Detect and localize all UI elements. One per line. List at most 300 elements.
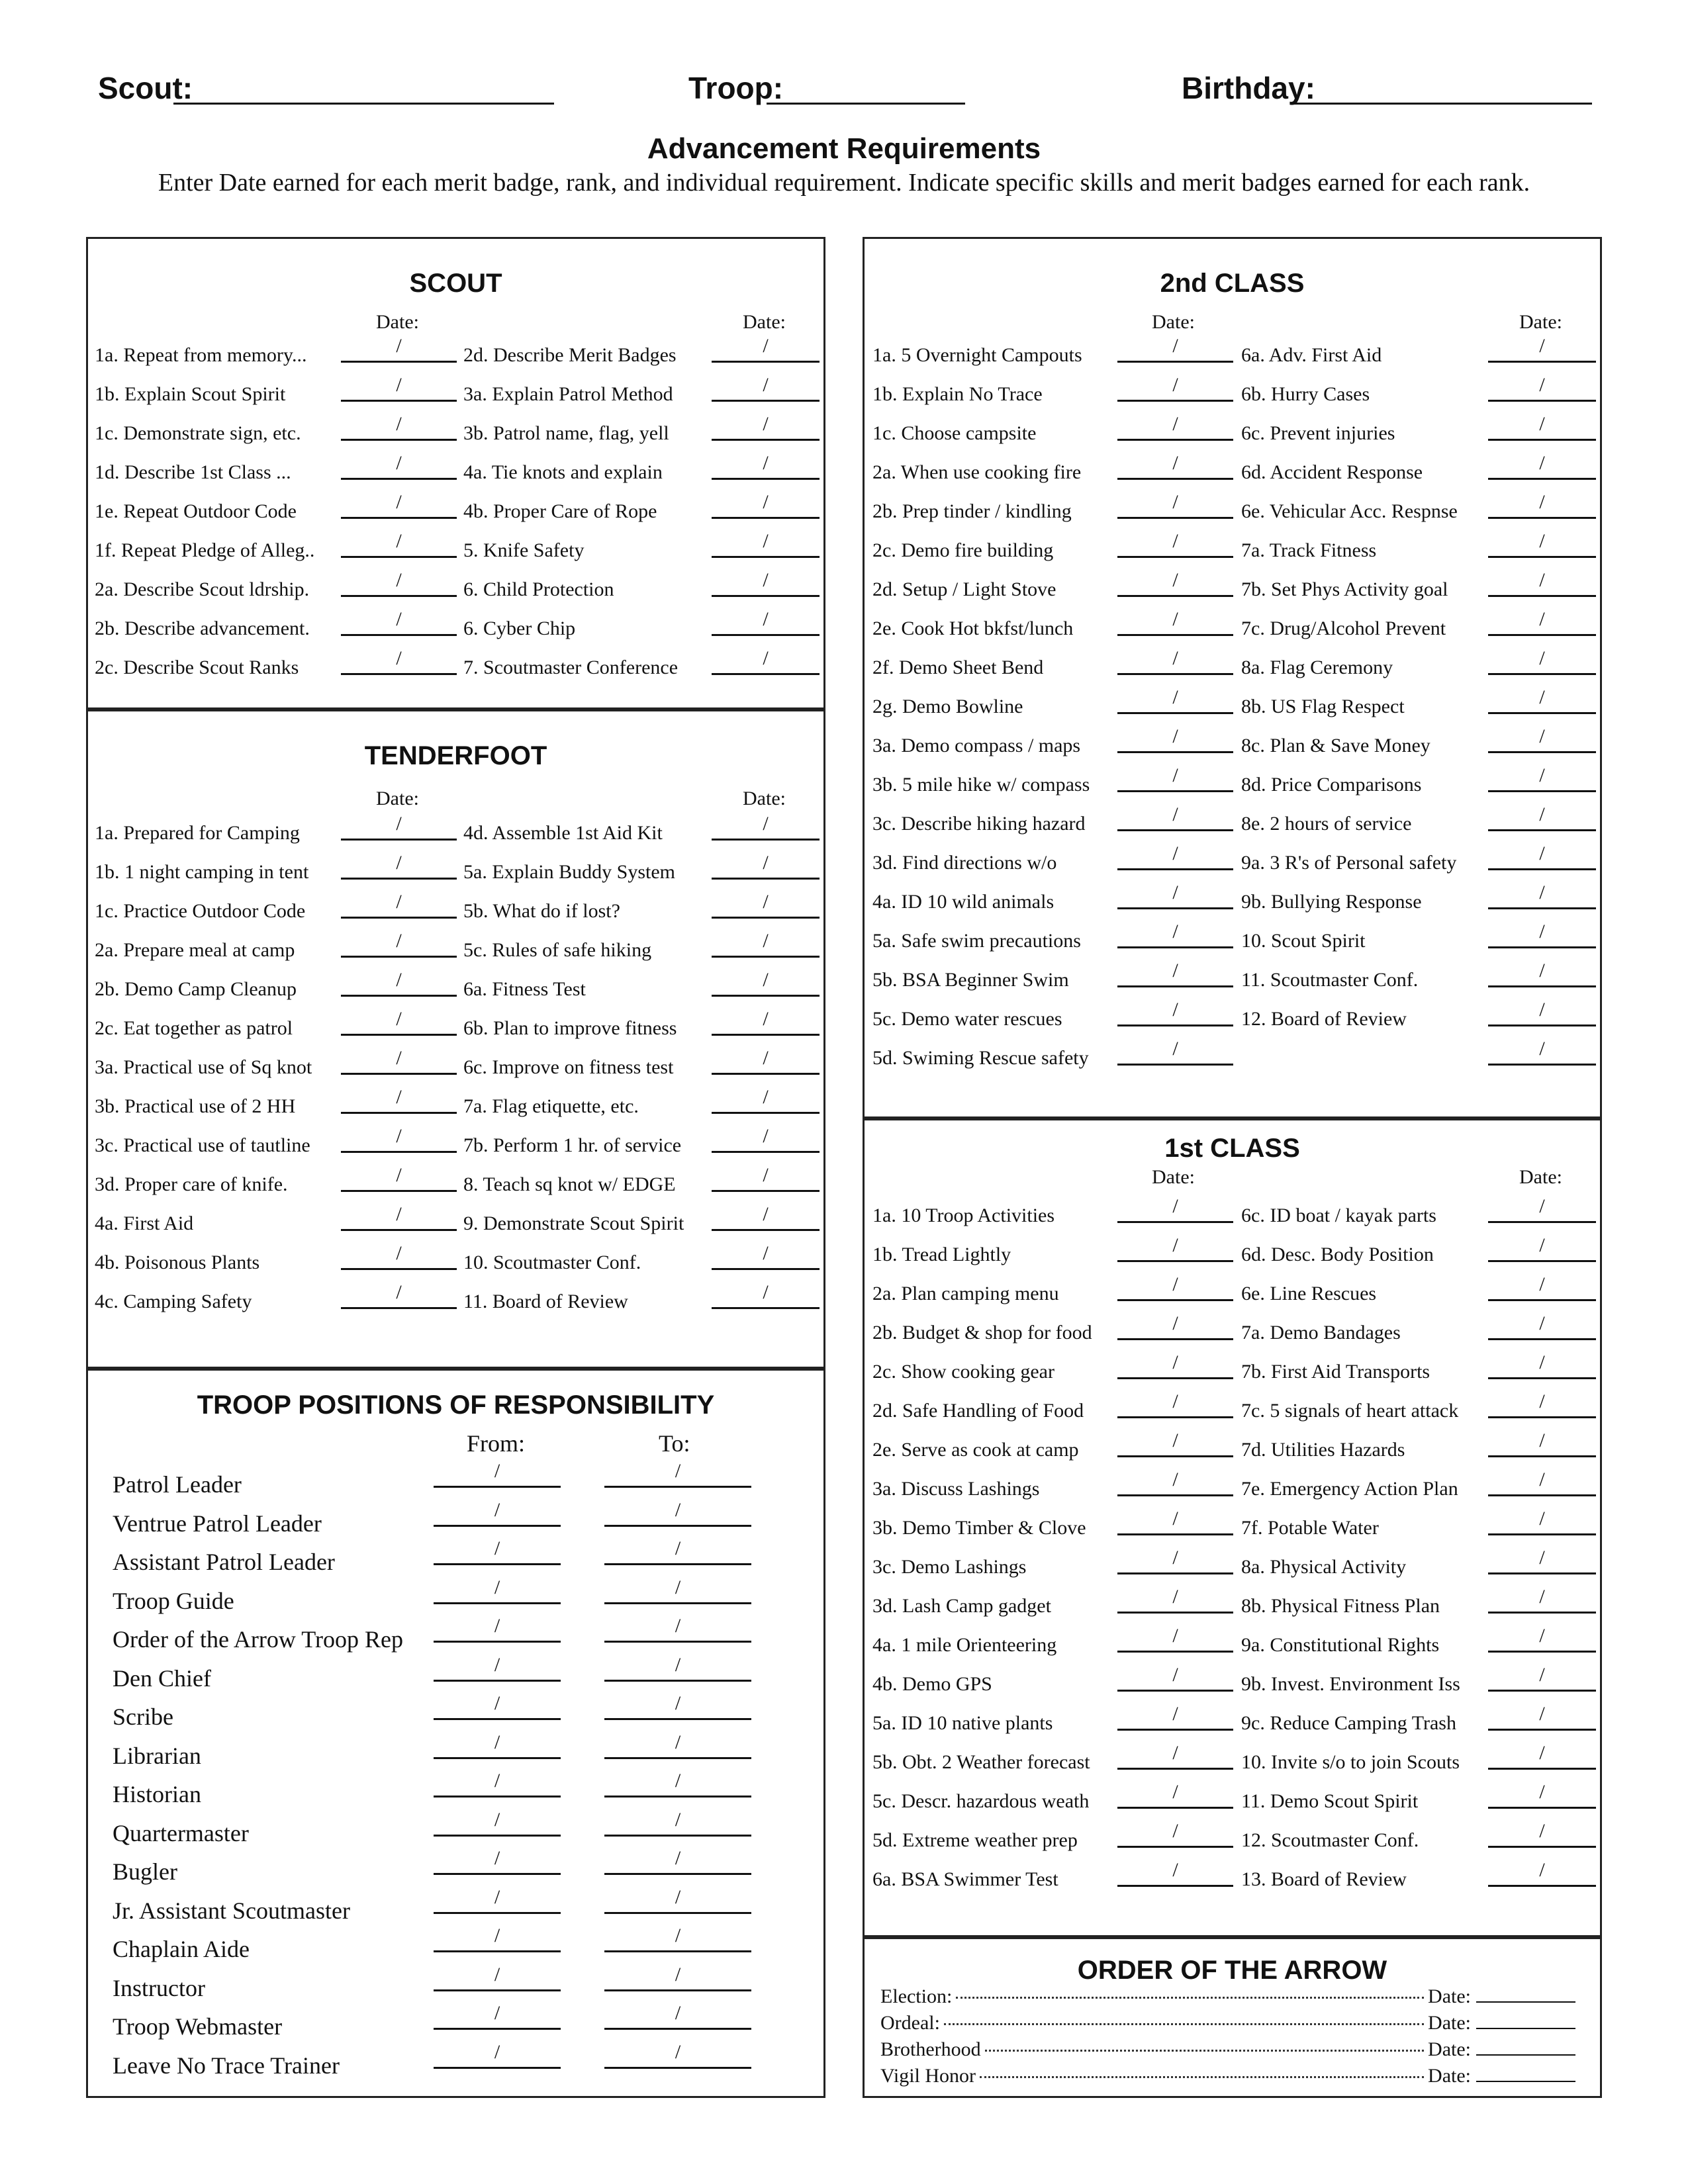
date-entry-field[interactable]: / — [712, 1048, 820, 1075]
oa-date-label: Date: — [1428, 2012, 1471, 2034]
date-entry-field[interactable]: / — [1117, 1314, 1233, 1340]
requirement-label: 7a. Flag etiquette, etc. — [463, 1095, 639, 1117]
requirement-label: 10. Invite s/o to join Scouts — [1241, 1751, 1460, 1773]
date-entry-field[interactable]: / — [1488, 1353, 1596, 1379]
date-entry-field[interactable]: / — [1117, 766, 1233, 792]
requirement-label: 1b. Explain No Trace — [872, 383, 1043, 405]
dot-leader — [956, 1997, 1424, 1999]
date-entry-field[interactable]: / — [712, 531, 820, 558]
date-entry-field[interactable]: / — [341, 375, 457, 402]
oa-row-vigil-honor — [880, 2064, 1575, 2087]
date-entry-field[interactable]: / — [1488, 1197, 1596, 1223]
date-entry-field[interactable]: / — [1117, 570, 1233, 597]
from-date-field[interactable]: / — [434, 1888, 561, 1914]
requirement-label: 5a. Safe swim precautions — [872, 930, 1081, 952]
date-entry-field[interactable]: / — [712, 1205, 820, 1231]
dot-leader — [944, 2023, 1424, 2025]
requirement-label: 7d. Utilities Hazards — [1241, 1439, 1405, 1461]
requirement-label: 1b. Tread Lightly — [872, 1244, 1011, 1265]
date-entry-field[interactable]: / — [712, 1165, 820, 1192]
requirement-label: 8e. 2 hours of service — [1241, 813, 1412, 835]
to-date-field[interactable]: / — [604, 1655, 751, 1682]
requirement-label: 9c. Reduce Camping Trash — [1241, 1712, 1456, 1734]
requirement-label: 2c. Demo fire building — [872, 539, 1054, 561]
date-entry-field[interactable]: / — [712, 814, 820, 841]
date-entry-field[interactable]: / — [1488, 414, 1596, 441]
date-entry-field[interactable]: / — [341, 853, 457, 880]
position-label: Den Chief — [113, 1664, 211, 1692]
date-entry-field[interactable]: / — [712, 375, 820, 402]
date-entry-field[interactable]: / — [1488, 688, 1596, 714]
date-entry-field[interactable]: / — [1488, 453, 1596, 480]
requirement-label: 6b. Hurry Cases — [1241, 383, 1370, 405]
date-entry-field[interactable]: / — [712, 610, 820, 636]
oa-date-field[interactable] — [1476, 2064, 1575, 2082]
requirement-label: 11. Scoutmaster Conf. — [1241, 969, 1419, 991]
to-date-field[interactable]: / — [604, 1733, 751, 1759]
position-label: Troop Webmaster — [113, 2013, 283, 2040]
date-entry-field[interactable]: / — [1117, 844, 1233, 870]
requirement-label: 5c. Descr. hazardous weath — [872, 1790, 1090, 1812]
to-date-field[interactable]: / — [604, 2003, 751, 2030]
requirement-label: 3d. Lash Camp gadget — [872, 1595, 1051, 1617]
oa-row-ordeal — [880, 2011, 1575, 2034]
requirement-label: 4b. Poisonous Plants — [95, 1251, 260, 1273]
position-label: Ventrue Patrol Leader — [113, 1510, 322, 1537]
from-date-field[interactable]: / — [434, 2042, 561, 2069]
date-entry-field[interactable]: / — [341, 610, 457, 636]
date-entry-field[interactable]: / — [1488, 1431, 1596, 1457]
date-entry-field[interactable]: / — [712, 853, 820, 880]
requirement-label: 1f. Repeat Pledge of Alleg.. — [95, 539, 315, 561]
date-entry-field[interactable]: / — [341, 492, 457, 519]
requirement-label: 7b. Perform 1 hr. of service — [463, 1134, 682, 1156]
date-entry-field[interactable]: / — [1117, 1743, 1233, 1770]
date-entry-field[interactable]: / — [1488, 1821, 1596, 1848]
to-date-field[interactable]: / — [604, 1810, 751, 1837]
requirement-label: 6d. Desc. Body Position — [1241, 1244, 1434, 1265]
requirement-label: 5d. Extreme weather prep — [872, 1829, 1078, 1851]
date-entry-field[interactable]: / — [1488, 570, 1596, 597]
requirement-label: 1b. Explain Scout Spirit — [95, 383, 286, 405]
requirement-label: 1a. 10 Troop Activities — [872, 1205, 1055, 1226]
date-entry-field[interactable]: / — [712, 892, 820, 919]
oa-label: Ordeal: — [880, 2012, 940, 2034]
date-entry-field[interactable]: / — [712, 336, 820, 363]
to-date-field[interactable]: / — [604, 1694, 751, 1720]
to-date-field[interactable]: / — [604, 1500, 751, 1527]
requirement-label: 8c. Plan & Save Money — [1241, 735, 1430, 756]
requirement-label: 6c. Improve on fitness test — [463, 1056, 674, 1078]
oa-row-brotherhood — [880, 2037, 1575, 2061]
date-entry-field[interactable]: / — [1488, 1039, 1596, 1066]
requirement-label: 9a. 3 R's of Personal safety — [1241, 852, 1457, 874]
date-entry-field[interactable]: / — [1488, 1392, 1596, 1418]
date-entry-field[interactable]: / — [341, 1165, 457, 1192]
requirement-label: 7b. Set Phys Activity goal — [1241, 578, 1448, 600]
date-column-header: Date: — [1519, 311, 1562, 333]
date-entry-field[interactable]: / — [1117, 1626, 1233, 1653]
requirement-label: 2a. Prepare meal at camp — [95, 939, 295, 961]
date-entry-field[interactable]: / — [1488, 1743, 1596, 1770]
to-date-field[interactable]: / — [604, 1848, 751, 1875]
date-entry-field[interactable]: / — [341, 892, 457, 919]
date-column-header: Date: — [743, 311, 786, 333]
from-date-field[interactable]: / — [434, 1771, 561, 1797]
date-entry-field[interactable]: / — [341, 814, 457, 841]
date-entry-field[interactable]: / — [1117, 1236, 1233, 1262]
requirement-label: 5c. Rules of safe hiking — [463, 939, 652, 961]
date-entry-field[interactable]: / — [712, 492, 820, 519]
date-entry-field[interactable]: / — [1488, 883, 1596, 909]
birthday-label: Birthday: — [1182, 71, 1315, 105]
requirement-label: 3a. Practical use of Sq knot — [95, 1056, 312, 1078]
requirement-label: 7a. Demo Bandages — [1241, 1322, 1401, 1343]
order-of-the-arrow-title: ORDER OF THE ARROW — [1077, 1956, 1387, 1985]
dot-leader — [985, 2050, 1424, 2052]
date-entry-field[interactable]: / — [712, 931, 820, 958]
from-date-field[interactable]: / — [434, 1965, 561, 1991]
date-entry-field[interactable]: / — [1117, 492, 1233, 519]
date-entry-field[interactable]: / — [712, 1244, 820, 1270]
requirement-label: 2e. Serve as cook at camp — [872, 1439, 1079, 1461]
date-entry-field[interactable]: / — [1117, 1587, 1233, 1614]
position-label: Librarian — [113, 1742, 201, 1769]
from-date-field[interactable]: / — [434, 1694, 561, 1720]
date-entry-field[interactable]: / — [1488, 1470, 1596, 1496]
oa-label: Brotherhood — [880, 2038, 981, 2060]
date-entry-field[interactable]: / — [1117, 1782, 1233, 1809]
requirement-label: 3c. Practical use of tautline — [95, 1134, 310, 1156]
date-entry-field[interactable]: / — [1117, 1548, 1233, 1574]
requirement-label: 8b. Physical Fitness Plan — [1241, 1595, 1440, 1617]
requirement-label: 5b. Obt. 2 Weather forecast — [872, 1751, 1090, 1773]
date-entry-field[interactable]: / — [1488, 1509, 1596, 1535]
date-entry-field[interactable]: / — [712, 1126, 820, 1153]
date-entry-field[interactable]: / — [1488, 727, 1596, 753]
requirement-label: 1a. 5 Overnight Campouts — [872, 344, 1082, 366]
requirement-label: 3b. 5 mile hike w/ compass — [872, 774, 1090, 796]
date-entry-field[interactable]: / — [341, 649, 457, 675]
position-label: Quartermaster — [113, 1819, 249, 1846]
requirement-label: 13. Board of Review — [1241, 1868, 1407, 1890]
date-entry-field[interactable]: / — [1117, 1431, 1233, 1457]
date-entry-field[interactable]: / — [341, 336, 457, 363]
requirement-label: 4a. ID 10 wild animals — [872, 891, 1055, 913]
to-date-field[interactable]: / — [604, 2042, 751, 2069]
date-entry-field[interactable]: / — [712, 570, 820, 597]
requirement-label: 3b. Practical use of 2 HH — [95, 1095, 296, 1117]
requirement-label: 5b. What do if lost? — [463, 900, 620, 922]
requirement-label: 4a. Tie knots and explain — [463, 461, 663, 483]
date-column-header: Date: — [376, 311, 419, 333]
date-column-header: Date: — [1519, 1166, 1562, 1188]
date-entry-field[interactable]: / — [712, 453, 820, 480]
requirement-label: 4b. Proper Care of Rope — [463, 500, 657, 522]
requirement-label: 5a. Explain Buddy System — [463, 861, 675, 883]
date-entry-field[interactable]: / — [1488, 1587, 1596, 1614]
from-date-field[interactable]: / — [434, 1578, 561, 1604]
position-label: Bugler — [113, 1858, 177, 1885]
date-entry-field[interactable]: / — [1117, 1470, 1233, 1496]
requirement-label: 2b. Describe advancement. — [95, 617, 310, 639]
date-entry-field[interactable]: / — [1488, 1236, 1596, 1262]
requirement-label: 2d. Safe Handling of Food — [872, 1400, 1084, 1422]
date-entry-field[interactable]: / — [1117, 805, 1233, 831]
requirement-label: 6b. Plan to improve fitness — [463, 1017, 677, 1039]
requirement-label: 2e. Cook Hot bkfst/lunch — [872, 617, 1074, 639]
requirement-label: 2c. Describe Scout Ranks — [95, 657, 299, 678]
requirement-label: 2b. Budget & shop for food — [872, 1322, 1092, 1343]
requirement-label: 2d. Describe Merit Badges — [463, 344, 677, 366]
date-entry-field[interactable]: / — [1117, 1197, 1233, 1223]
date-entry-field[interactable]: / — [341, 1244, 457, 1270]
date-entry-field[interactable]: / — [1488, 844, 1596, 870]
requirement-label: 1d. Describe 1st Class ... — [95, 461, 291, 483]
date-entry-field[interactable]: / — [1117, 1353, 1233, 1379]
from-date-field[interactable]: / — [434, 1926, 561, 1952]
from-date-field[interactable]: / — [434, 2003, 561, 2030]
date-entry-field[interactable]: / — [1488, 531, 1596, 558]
date-entry-field[interactable]: / — [341, 1126, 457, 1153]
from-date-field[interactable]: / — [434, 1539, 561, 1565]
requirement-label: 6e. Vehicular Acc. Respnse — [1241, 500, 1458, 522]
position-label: Patrol Leader — [113, 1471, 242, 1498]
requirement-label: 2b. Prep tinder / kindling — [872, 500, 1072, 522]
to-column-header: To: — [659, 1430, 690, 1457]
date-entry-field[interactable]: / — [712, 1009, 820, 1036]
position-label: Scribe — [113, 1704, 173, 1730]
requirement-label: 6a. BSA Swimmer Test — [872, 1868, 1058, 1890]
date-entry-field[interactable]: / — [1117, 883, 1233, 909]
requirement-label: 1c. Demonstrate sign, etc. — [95, 422, 301, 444]
requirement-label: 9b. Invest. Environment Iss — [1241, 1673, 1460, 1695]
oa-date-field[interactable] — [1476, 1984, 1575, 2003]
date-entry-field[interactable]: / — [1488, 610, 1596, 636]
oa-label: Election: — [880, 1985, 953, 2007]
requirement-label: 4c. Camping Safety — [95, 1291, 252, 1312]
requirement-label: 8a. Flag Ceremony — [1241, 657, 1393, 678]
birthday-field[interactable] — [1294, 103, 1592, 105]
requirement-label: 2a. Plan camping menu — [872, 1283, 1059, 1304]
requirement-label: 2c. Eat together as patrol — [95, 1017, 293, 1039]
date-entry-field[interactable]: / — [341, 1205, 457, 1231]
requirement-label: 7b. First Aid Transports — [1241, 1361, 1430, 1383]
position-label: Troop Guide — [113, 1587, 234, 1614]
second-class-section-title: 2nd CLASS — [1160, 269, 1305, 298]
date-entry-field[interactable]: / — [341, 414, 457, 441]
date-entry-field[interactable]: / — [1488, 649, 1596, 675]
date-entry-field[interactable]: / — [341, 1048, 457, 1075]
date-entry-field[interactable]: / — [1117, 1821, 1233, 1848]
requirement-label: 5a. ID 10 native plants — [872, 1712, 1053, 1734]
date-entry-field[interactable]: / — [1488, 1782, 1596, 1809]
date-entry-field[interactable]: / — [712, 414, 820, 441]
date-column-header: Date: — [376, 788, 419, 809]
date-entry-field[interactable]: / — [1488, 1314, 1596, 1340]
requirement-label: 5c. Demo water rescues — [872, 1008, 1062, 1030]
requirement-label: 9. Demonstrate Scout Spirit — [463, 1212, 684, 1234]
date-entry-field[interactable]: / — [1488, 922, 1596, 948]
requirement-label: 3d. Proper care of knife. — [95, 1173, 288, 1195]
to-date-field[interactable]: / — [604, 1965, 751, 1991]
date-entry-field[interactable]: / — [1488, 1626, 1596, 1653]
requirement-label: 7a. Track Fitness — [1241, 539, 1377, 561]
date-entry-field[interactable]: / — [341, 931, 457, 958]
requirement-label: 2b. Demo Camp Cleanup — [95, 978, 297, 1000]
date-entry-field[interactable]: / — [1117, 375, 1233, 402]
from-date-field[interactable]: / — [434, 1655, 561, 1682]
from-date-field[interactable]: / — [434, 1616, 561, 1643]
date-entry-field[interactable]: / — [1488, 1860, 1596, 1887]
date-entry-field[interactable]: / — [1117, 1392, 1233, 1418]
date-entry-field[interactable]: / — [1117, 688, 1233, 714]
requirement-label: 3c. Describe hiking hazard — [872, 813, 1086, 835]
requirement-label: 4b. Demo GPS — [872, 1673, 992, 1695]
requirement-label: 7f. Potable Water — [1241, 1517, 1379, 1539]
date-entry-field[interactable]: / — [341, 570, 457, 597]
date-entry-field[interactable]: / — [712, 649, 820, 675]
requirement-label: 2f. Demo Sheet Bend — [872, 657, 1044, 678]
tenderfoot-section-title: TENDERFOOT — [364, 741, 547, 770]
to-date-field[interactable]: / — [604, 1888, 751, 1914]
date-entry-field[interactable]: / — [341, 1283, 457, 1309]
position-label: Historian — [113, 1781, 201, 1807]
requirement-label: 8. Teach sq knot w/ EDGE — [463, 1173, 676, 1195]
date-entry-field[interactable]: / — [1488, 336, 1596, 363]
date-entry-field[interactable]: / — [341, 970, 457, 997]
date-entry-field[interactable]: / — [1488, 1000, 1596, 1026]
date-entry-field[interactable]: / — [1117, 1704, 1233, 1731]
date-entry-field[interactable]: / — [1117, 961, 1233, 987]
date-entry-field[interactable]: / — [1488, 1275, 1596, 1301]
date-entry-field[interactable]: / — [1488, 1704, 1596, 1731]
date-entry-field[interactable]: / — [1488, 805, 1596, 831]
requirement-label: 7. Scoutmaster Conference — [463, 657, 679, 678]
requirement-label: 2a. When use cooking fire — [872, 461, 1082, 483]
to-date-field[interactable]: / — [604, 1926, 751, 1952]
troop-label: Troop: — [688, 71, 784, 105]
date-entry-field[interactable]: / — [1117, 1509, 1233, 1535]
oa-date-field[interactable] — [1476, 2011, 1575, 2029]
requirement-label: 7c. 5 signals of heart attack — [1241, 1400, 1459, 1422]
date-column-header: Date: — [1152, 311, 1195, 333]
oa-date-field[interactable] — [1476, 2037, 1575, 2056]
scout-name-field[interactable] — [173, 103, 554, 105]
requirement-label: 1b. 1 night camping in tent — [95, 861, 309, 883]
requirement-label: 3a. Explain Patrol Method — [463, 383, 673, 405]
requirement-label: 7e. Emergency Action Plan — [1241, 1478, 1458, 1500]
position-label: Instructor — [113, 1974, 205, 2001]
requirement-label: 6c. ID boat / kayak parts — [1241, 1205, 1436, 1226]
to-date-field[interactable]: / — [604, 1461, 751, 1488]
date-entry-field[interactable]: / — [1488, 961, 1596, 987]
requirement-label: 6d. Accident Response — [1241, 461, 1423, 483]
requirement-label: 9a. Constitutional Rights — [1241, 1634, 1440, 1656]
date-entry-field[interactable]: / — [712, 970, 820, 997]
date-entry-field[interactable]: / — [341, 453, 457, 480]
date-entry-field[interactable]: / — [712, 1283, 820, 1309]
date-entry-field[interactable]: / — [1117, 922, 1233, 948]
scout-section-title: SCOUT — [409, 269, 502, 298]
date-entry-field[interactable]: / — [1117, 1665, 1233, 1692]
from-date-field[interactable]: / — [434, 1461, 561, 1488]
date-entry-field[interactable]: / — [341, 1087, 457, 1114]
to-date-field[interactable]: / — [604, 1616, 751, 1643]
page-title: Advancement Requirements — [647, 132, 1041, 165]
date-entry-field[interactable]: / — [1488, 766, 1596, 792]
oa-label: Vigil Honor — [880, 2065, 976, 2087]
requirement-label: 1a. Repeat from memory... — [95, 344, 307, 366]
from-date-field[interactable]: / — [434, 1810, 561, 1837]
date-entry-field[interactable]: / — [1117, 727, 1233, 753]
requirement-label: 3a. Demo compass / maps — [872, 735, 1081, 756]
troop-field[interactable] — [767, 103, 965, 105]
date-entry-field[interactable]: / — [1117, 336, 1233, 363]
from-date-field[interactable]: / — [434, 1733, 561, 1759]
requirement-label: 6a. Fitness Test — [463, 978, 586, 1000]
scout-label: Scout: — [98, 71, 193, 105]
requirement-label: 1a. Prepared for Camping — [95, 822, 300, 844]
oa-row-election — [880, 1984, 1575, 2008]
to-date-field[interactable]: / — [604, 1578, 751, 1604]
requirement-label: 12. Scoutmaster Conf. — [1241, 1829, 1419, 1851]
date-entry-field[interactable]: / — [1488, 492, 1596, 519]
date-entry-field[interactable]: / — [341, 531, 457, 558]
requirement-label: 1c. Practice Outdoor Code — [95, 900, 306, 922]
requirement-label: 2d. Setup / Light Stove — [872, 578, 1056, 600]
requirement-label: 6e. Line Rescues — [1241, 1283, 1377, 1304]
requirement-label: 5d. Swiming Rescue safety — [872, 1047, 1089, 1069]
date-entry-field[interactable]: / — [1117, 1860, 1233, 1887]
requirement-label: 5b. BSA Beginner Swim — [872, 969, 1069, 991]
position-label: Jr. Assistant Scoutmaster — [113, 1897, 350, 1924]
date-entry-field[interactable]: / — [1117, 531, 1233, 558]
requirement-label: 12. Board of Review — [1241, 1008, 1407, 1030]
oa-date-label: Date: — [1428, 1985, 1471, 2007]
requirement-label: 6. Cyber Chip — [463, 617, 576, 639]
page-instructions: Enter Date earned for each merit badge, rank, and individual requirement. Indicate specific skills and merit badges earned for each rank. — [158, 169, 1530, 197]
date-entry-field[interactable]: / — [1117, 1039, 1233, 1066]
date-entry-field[interactable]: / — [1488, 1665, 1596, 1692]
date-entry-field[interactable]: / — [1117, 1275, 1233, 1301]
position-label: Order of the Arrow Troop Rep — [113, 1626, 403, 1653]
from-column-header: From: — [467, 1430, 526, 1457]
date-entry-field[interactable]: / — [712, 1087, 820, 1114]
requirement-label: 11. Demo Scout Spirit — [1241, 1790, 1419, 1812]
from-date-field[interactable]: / — [434, 1500, 561, 1527]
requirement-label: 8a. Physical Activity — [1241, 1556, 1407, 1578]
date-entry-field[interactable]: / — [1488, 375, 1596, 402]
date-entry-field[interactable]: / — [1117, 453, 1233, 480]
date-column-header: Date: — [743, 788, 786, 809]
requirement-label: 3b. Patrol name, flag, yell — [463, 422, 669, 444]
date-entry-field[interactable]: / — [1117, 649, 1233, 675]
requirement-label: 7c. Drug/Alcohol Prevent — [1241, 617, 1446, 639]
date-entry-field[interactable]: / — [1117, 414, 1233, 441]
date-entry-field[interactable]: / — [1117, 610, 1233, 636]
date-entry-field[interactable]: / — [341, 1009, 457, 1036]
requirement-label: 11. Board of Review — [463, 1291, 628, 1312]
date-entry-field[interactable]: / — [1117, 1000, 1233, 1026]
to-date-field[interactable]: / — [604, 1539, 751, 1565]
requirement-label: 1e. Repeat Outdoor Code — [95, 500, 297, 522]
requirement-label: 4a. First Aid — [95, 1212, 194, 1234]
from-date-field[interactable]: / — [434, 1848, 561, 1875]
date-entry-field[interactable]: / — [1488, 1548, 1596, 1574]
requirement-label: 8d. Price Comparisons — [1241, 774, 1422, 796]
to-date-field[interactable]: / — [604, 1771, 751, 1797]
